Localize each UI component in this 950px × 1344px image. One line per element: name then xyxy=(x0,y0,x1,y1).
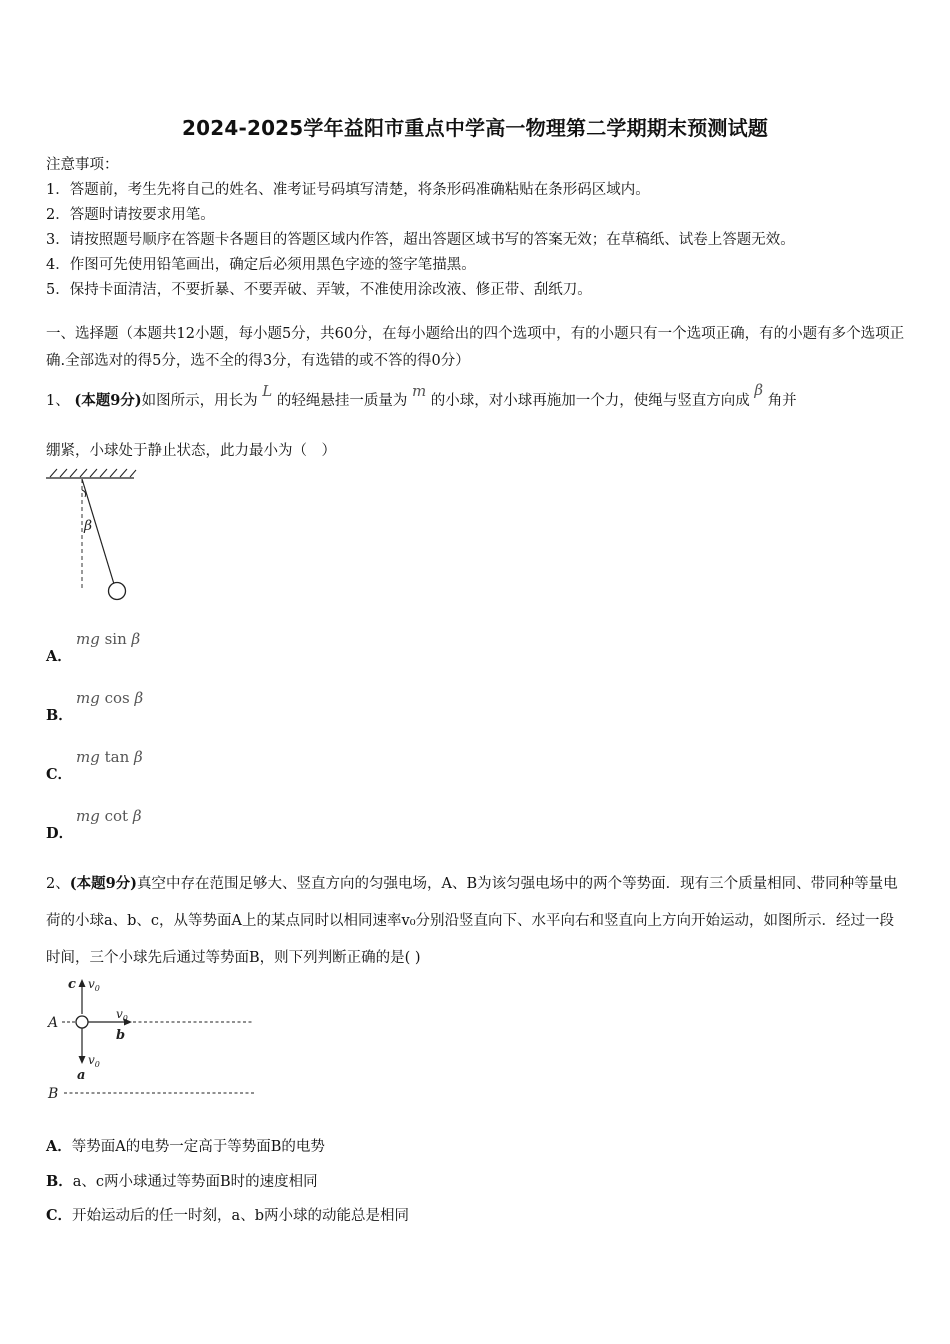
angle-arc xyxy=(82,490,86,497)
question-text: 真空中存在范围足够大、竖直方向的匀强电场，A、B为该匀强电场中的两个等势面．现有三个质量相同、带同种等量电荷的小球a、b、c，从等势面A上的某点同时以相同速率v₀分别沿竖直向下、水平向右和竖直向上方向开始运动，如图所示．经过一段时间，三个小球先后通过等势面B，则下列判断正确的是( ) xyxy=(46,876,898,966)
question-1-stem-cont: 绷紧，小球处于静止状态，此力最小为（ ） xyxy=(46,443,336,459)
label-b: b xyxy=(116,1028,126,1043)
notice-item: 3．请按照题号顺序在答题卡各题目的答题区域内作答，超出答题区域书写的答案无效；在草稿纸、试卷上答题无效。 xyxy=(46,232,795,248)
ball xyxy=(109,583,126,600)
symbol-L: L xyxy=(262,382,273,400)
pendulum-figure xyxy=(44,464,144,604)
notice-item: 5．保持卡面清洁，不要折暴、不要弄破、弄皱，不准使用涂改液、修正带、刮纸刀。 xyxy=(46,282,592,298)
question-2-stem xyxy=(46,865,908,977)
question-text: 的小球，对小球再施加一个力，使绳与竖直方向成 xyxy=(430,393,750,409)
question-1-stem xyxy=(46,381,797,410)
option-formula: mg sin β xyxy=(76,630,141,648)
option-formula: mg cot β xyxy=(76,807,142,825)
arrow-up-head xyxy=(79,979,86,987)
question-number: 1、 xyxy=(46,393,70,409)
option-C: C．开始运动后的任一时刻，a、b两小球的动能总是相同 xyxy=(46,1207,409,1224)
notice-item: 4．作图可先使用铅笔画出，确定后必须用黑色字迹的签字笔描黑。 xyxy=(46,257,476,273)
section-heading: 一、选择题（本题共12小题，每小题5分，共60分，在每小题给出的四个选项中，有的小题只有一个选项正确，有的小题有多个选项正确.全部选对的得5分，选不全的得3分，有选错的或不答的得0分） xyxy=(46,326,905,369)
question-text: 角并 xyxy=(767,393,797,409)
symbol-beta: β xyxy=(754,381,764,399)
option-formula: mg cos β xyxy=(76,689,144,707)
notice-item: 1．答题前，考生先将自己的姓名、准考证号码填写清楚，将条形码准确粘贴在条形码区域内。 xyxy=(46,182,650,198)
page-title: 2024-2025学年益阳市重点中学高一物理第二学期期末预测试题 xyxy=(181,116,769,140)
label-v0: $v_0$ xyxy=(88,977,100,993)
option-label: A． xyxy=(46,648,72,665)
label-B: B xyxy=(48,1086,59,1102)
question-number: 2、 xyxy=(46,876,70,892)
notice-heading: 注意事项： xyxy=(46,157,119,173)
field-figure xyxy=(44,968,264,1108)
notice-item: 2．答题时请按要求用笔。 xyxy=(46,207,215,223)
arrow-down-head xyxy=(79,1056,86,1064)
option-A: A．等势面A的电势一定高于等势面B的电势 xyxy=(46,1138,325,1155)
question-text: 的轻绳悬挂一质量为 xyxy=(276,393,408,409)
option-formula: mg tan β xyxy=(76,748,143,766)
option-label: D． xyxy=(46,825,74,842)
question-score: (本题9分) xyxy=(74,392,142,409)
label-v0: $v_0$ xyxy=(88,1053,100,1069)
label-a: a xyxy=(77,1068,86,1083)
beta-label: β xyxy=(84,518,93,534)
question-score: (本题9分) xyxy=(69,875,138,892)
label-c: c xyxy=(68,977,76,992)
option-label: C． xyxy=(46,766,73,783)
ball-start xyxy=(76,1016,88,1028)
question-text: 如图所示，用长为 xyxy=(141,393,258,409)
ceiling-hatch xyxy=(50,469,136,477)
label-A: A xyxy=(48,1015,59,1031)
label-v0: $v_0$ xyxy=(116,1007,128,1023)
option-label: B． xyxy=(46,707,73,724)
option-B: B．a、c两小球通过等势面B时的速度相同 xyxy=(46,1173,318,1190)
symbol-m: m xyxy=(411,382,427,400)
